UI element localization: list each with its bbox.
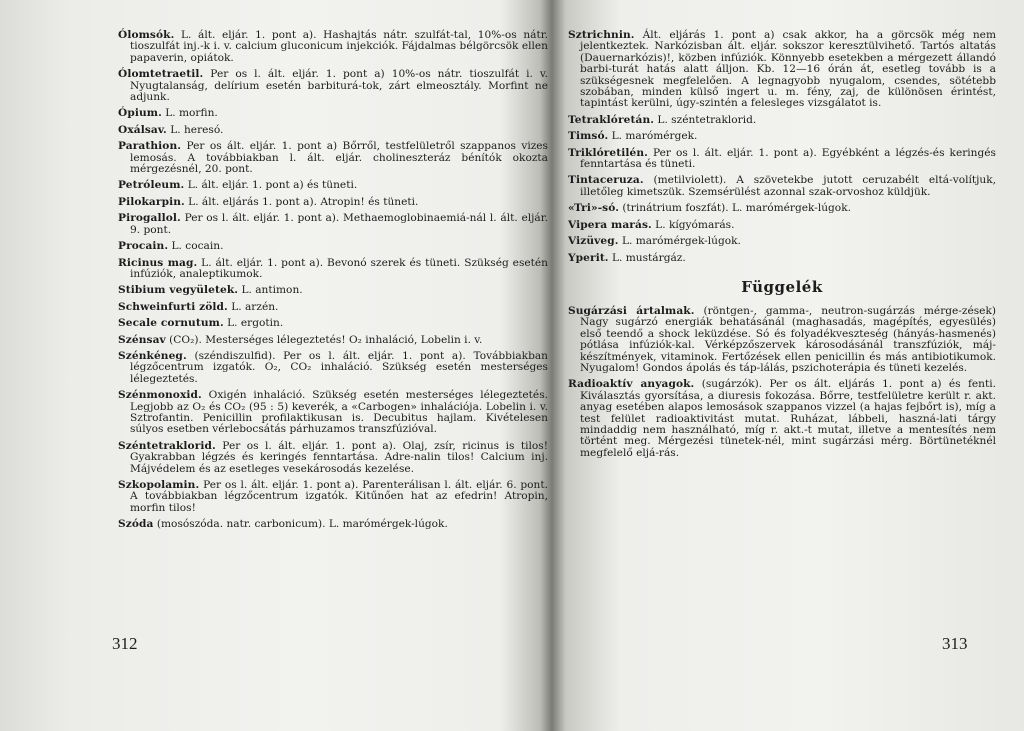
entry-tetrakloretan [568, 115, 996, 126]
entry-stibium [118, 285, 548, 296]
entry-term: Szénsav [118, 333, 166, 346]
entry-text: L. heresó. [166, 123, 224, 136]
entry-text: L. kígyómarás. [651, 218, 735, 231]
entry-term: Pilokarpin. [118, 195, 185, 208]
entry-term: Széntetraklorid. [118, 439, 216, 452]
entry-pirogallol [118, 213, 548, 236]
entry-term: Parathion. [118, 140, 182, 153]
entry-oxalsav [118, 125, 548, 136]
page-number-right: 313 [942, 634, 968, 653]
entry-text: L. arzén. [227, 300, 279, 313]
entry-text: Per os l. ált. eljár. 1. pont a). Methaemoglobinaemiá-nál l. ált. eljár. 9. pont. [130, 212, 548, 236]
entry-text: L. ált. eljár. 1. pont a). Hashajtás nátr. szulfát-tal, 10%-os nátr. tioszulfát inj.-k i. v. calcium gluconicum injekciók. Fájdalmas bélgörcsök ellen papaverin, opiátok. [130, 29, 548, 64]
entry-sztrichnin [568, 30, 996, 110]
entry-term: Szkopolamin. [118, 479, 200, 491]
entry-term: Ricinus mag. [118, 256, 198, 269]
entry-vipera-maras [568, 220, 996, 231]
entry-text: Per os l. ált. eljár. 1. pont a). Olaj, zsír, ricinus is tilos! Gyakrabban légzés és keringés fenntartása. Adre-nalin tilos! Calcium inj. Májvédelem és az esetleges vesekárosodás kezelése. [130, 439, 548, 475]
entry-term: Vizüveg. [568, 235, 619, 248]
entry-text: (sugárzók). Per os ált. eljárás 1. pont a) és fenti. Kiválasztás gyorsítása, a diuresis fokozása. Bőrre, testfelületre került r. akt. anyag esetében alapos lemosások szappanos vizzel (a hajas fejbőrt is), míg a test felület radioaktivitást mutat. Ruházat, lábbeli, haszná-lati tárgy mindaddig nem használható, míg r. akt.-t mutat, illetve a mentesítés nem történt meg. Mérgezési tünetek-nél, mint sugárzási mérg. Börtünetéknél megfelelő eljá-rás. [580, 378, 996, 459]
entry-sugarzasi-artalmak [568, 306, 996, 374]
entry-text: L. marómérgek-lúgok. [618, 235, 741, 248]
entry-szentetraklorid [118, 441, 548, 475]
entry-term: Oxálsav. [118, 123, 167, 136]
entry-term: Ópium. [118, 107, 162, 120]
entry-text: (széndiszulfid). Per os l. ált. eljár. 1. pont a). Továbbiakban légzőcentrum izgatók. O₂, CO₂ inhaláció. Szükség esetén mesterséges lélegeztetés. [130, 349, 548, 385]
entry-term: Pirogallol. [118, 212, 181, 225]
entry-szenmonoxid [118, 390, 548, 436]
entry-text: (CO₂). Mesterséges lélegeztetés! O₂ inhaláció, Lobelin i. v. [165, 333, 483, 346]
entry-tri-so [568, 203, 996, 214]
entry-term: Timsó. [568, 130, 609, 143]
entry-term: Procain. [118, 240, 169, 253]
entry-szoda [118, 519, 548, 530]
entry-text: Per os l. ált. eljár. 1. pont a) 10%-os nátr. tioszulfát i. v. Nyugtalanság, delírium esetén barbiturá-tok, zárt elmeosztály. Morfint ne adjunk. [130, 68, 548, 104]
entry-olomtetraetil [118, 69, 548, 103]
entry-szenkeneg [118, 351, 548, 385]
entry-term: Szóda [118, 518, 154, 531]
entry-term: Szénmonoxid. [118, 389, 202, 402]
entry-olomsok [118, 30, 548, 64]
entry-text: L. ált. eljárás 1. pont a). Atropin! és tüneti. [184, 195, 419, 208]
entry-szensav [118, 335, 548, 346]
entry-radioaktiv-anyagok [568, 379, 996, 459]
entry-trikloretilen [568, 148, 996, 171]
entry-text: L. antimon. [238, 284, 303, 297]
entry-term: Sztrichnin. [568, 29, 635, 41]
entry-szkopolamin [118, 480, 548, 514]
right-column [568, 30, 996, 464]
entry-timso [568, 131, 996, 142]
entry-text: Oxigén inhaláció. Szükség esetén mesterséges lélegeztetés. Legjobb az O₂ és CO₂ (95 : 5) keverék, a «Carbogen» inhalációja. Lobelin i. v. Sztrofantin. Penicillin profilaktikusan is. Decubitus hajlam. Kivételesen súlyos esetben vérlebocsátás párhuzamos transzfúzióval. [130, 389, 548, 436]
entry-term: Stibium vegyületek. [118, 284, 239, 297]
entry-term: Sugárzási ártalmak. [568, 304, 695, 317]
entry-text: Per os l. ált. eljár. 1. pont a). Egyébként a légzés-és keringés fenntartása és tüneti. [580, 146, 996, 171]
entry-schweinfurti-zold [118, 302, 548, 313]
entry-term: «Tri»-só. [568, 202, 620, 215]
entry-term: Ólomtetraetil. [118, 68, 204, 81]
entry-term: Triklóretilén. [568, 146, 648, 159]
entry-term: Radioaktív anyagok. [568, 378, 695, 391]
section-heading: Függelék [741, 277, 823, 296]
page-number-left: 312 [112, 634, 138, 653]
entry-procain [118, 241, 548, 252]
entry-petroleum [118, 180, 548, 191]
entry-text: Per os ált. eljár. 1. pont a) Bőrről, testfelületről szappanos vizes lemosás. A továbbiakban l. ált. eljár. cholineszteráz bénítók okozta mérgezésnél, 20. pont. [130, 140, 548, 176]
right-page [562, 0, 1024, 731]
entry-pilokarpin [118, 197, 548, 208]
entry-term: Yperit. [568, 251, 609, 264]
left-column [118, 30, 548, 536]
entry-text: L. marómérgek. [608, 130, 698, 143]
entry-term: Secale cornutum. [118, 317, 224, 330]
entry-text: L. mustárgáz. [608, 251, 686, 264]
entry-term: Tintaceruza. [568, 174, 644, 187]
entry-parathion [118, 141, 548, 175]
entry-term: Ólomsók. [118, 29, 175, 41]
entry-term: Petróleum. [118, 179, 185, 192]
entry-text: (trinátrium foszfát). L. marómérgek-lúgok. [619, 202, 851, 215]
entry-text: Ált. eljárás 1. pont a) csak akkor, ha a görcsök még nem jelentkeztek. Narkózisban ált. eljár. sokszor keresztülvihető. Tartós altatás (Dauernarkózis)!, közben infúziók. Könnyebb esetekben a mérgezett állandó barbi-turát hatás alatt álljon. Kb. 12—16 órán át, esetleg tovább is a szükségesnek megfelelően. A legnagyobb nyugalom, csendes, sötétebb szobában, minden külső ingert u. m. fény, zaj, de különösen érintést, tapintást kerülni, úgy-szintén a felesleges vizsgálatot is. [580, 29, 996, 110]
entry-tintaceruza [568, 175, 996, 198]
entry-term: Szénkéneg. [118, 349, 187, 362]
entry-text: Per os l. ált. eljár. 1. pont a). Parenterálisan l. ált. eljár. 6. pont. A továbbiakban légzőcentrum izgatók. Kitűnően hat az efedrin! Atropin, morfin tilos! [130, 479, 548, 514]
entry-text: L. ált. eljár. 1. pont a). Bevonó szerek és tüneti. Szükség esetén infúziók, analeptikumok. [130, 256, 548, 280]
entry-term: Vipera marás. [568, 218, 652, 231]
entry-term: Tetraklóretán. [568, 113, 655, 126]
entry-secale-cornutum [118, 318, 548, 329]
entry-text: L. széntetraklorid. [654, 113, 757, 126]
entry-text: L. ált. eljár. 1. pont a) és tüneti. [184, 179, 358, 192]
entry-text: (metilviolett). A szövetekbe jutott ceruzabélt eltá-volítjuk, illetőleg kimetszük. Szemsérülést azonnal szak-orvoshoz küldjük. [580, 174, 996, 198]
entry-text: L. ergotin. [223, 317, 284, 330]
entry-vizuveg [568, 236, 996, 247]
entry-yperit [568, 253, 996, 264]
entry-term: Schweinfurti zöld. [118, 300, 228, 313]
entry-text: L. morfin. [161, 107, 218, 120]
entry-text: L. cocain. [168, 240, 224, 253]
entry-text: (mosószóda. natr. carbonicum). L. marómérgek-lúgok. [153, 518, 448, 531]
entry-text: (röntgen-, gamma-, neutron-sugárzás mérge-zések) Nagy sugárzó energiák behatásánál (maghasadás, magépítés, egyesülés) első teendő a shock leküzdése. Só és folyadékveszteség (hányás-hasmenés) pótlása infúziók-kal. Vérképzőszervek károsodásánál transzfúziók, máj-készítmények, vitaminok. Fertőzések ellen penicillin és más antibiotikumok. Nyugalom! Gondos ápolás és táp-lálás, pszichoterápia és tüneti kezelés. [580, 304, 996, 374]
entry-opium [118, 108, 548, 119]
entry-ricinus-mag [118, 258, 548, 281]
